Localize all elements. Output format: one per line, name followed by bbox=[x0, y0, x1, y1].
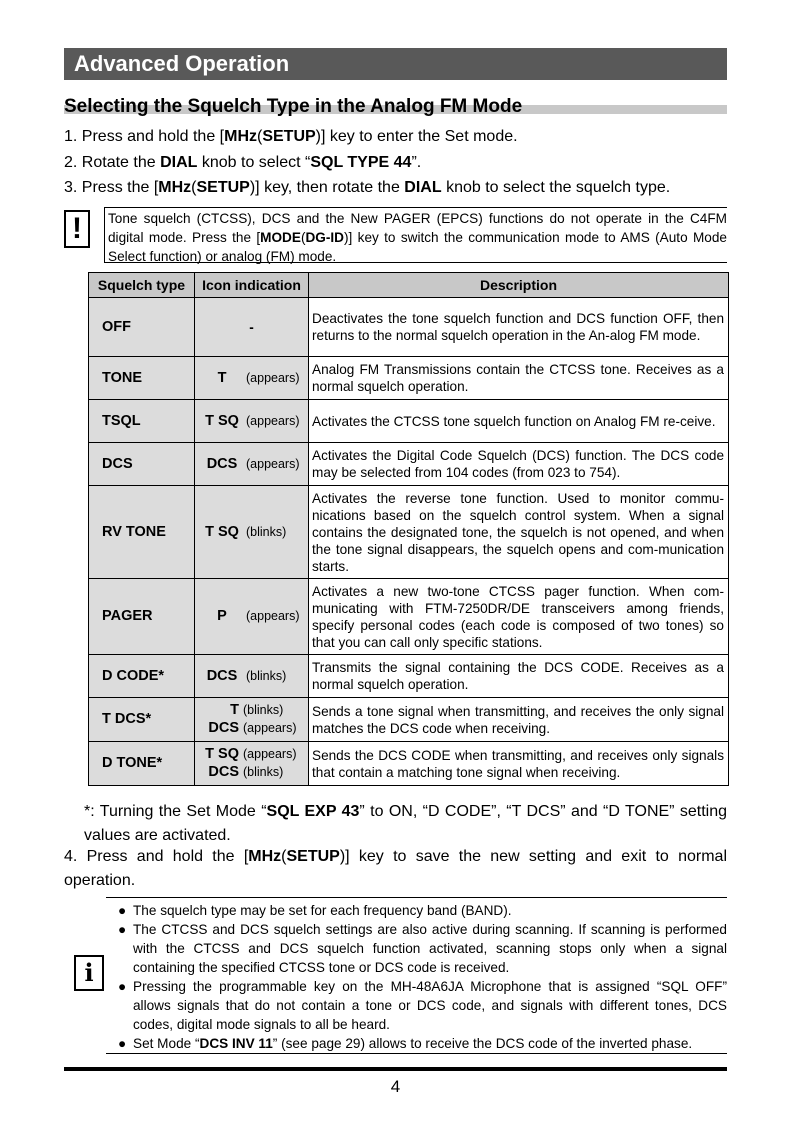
table-row bbox=[89, 655, 729, 698]
step-text: ( bbox=[257, 128, 263, 145]
info-note-icon: i bbox=[74, 955, 104, 991]
key-name: DIAL bbox=[404, 179, 442, 196]
icon-state: (blinks) bbox=[243, 765, 284, 779]
menu-name: SQL TYPE 44 bbox=[310, 153, 412, 171]
key-name: DG-ID bbox=[305, 230, 344, 245]
bullet-icon: ● bbox=[118, 979, 127, 994]
step-4 bbox=[64, 845, 727, 893]
squelch-type-cell: DCS bbox=[89, 443, 195, 486]
step-text: )] key to enter the Set mode. bbox=[315, 128, 518, 145]
squelch-type-cell: T DCS* bbox=[89, 698, 195, 742]
squelch-type-cell: D TONE* bbox=[89, 742, 195, 786]
icon-label: DCS bbox=[206, 667, 238, 684]
icon-indication-cell bbox=[195, 742, 309, 786]
key-name: SETUP bbox=[262, 128, 316, 145]
squelch-type-cell: TONE bbox=[89, 357, 195, 400]
step-text: )] key, then rotate the bbox=[249, 179, 405, 196]
caution-text-part: )] key to switch the communication mode to AMS (Auto Mode Select function) or analog (FM) mode. bbox=[108, 230, 727, 264]
step-text: ( bbox=[191, 179, 197, 196]
step-text: Rotate the bbox=[81, 153, 161, 171]
menu-name: SQL EXP 43 bbox=[266, 803, 360, 820]
icon-label: - bbox=[249, 319, 254, 335]
icon-indication-cell bbox=[195, 443, 309, 486]
table-row bbox=[89, 579, 729, 655]
icon-state: (blinks) bbox=[243, 703, 284, 717]
table-row bbox=[89, 698, 729, 742]
table-row bbox=[89, 486, 729, 579]
icon-label: P bbox=[217, 608, 227, 624]
description-cell: Activates the Digital Code Squelch (DCS) function. The DCS code may be selected from 104 codes (from 023 to 754). bbox=[309, 443, 729, 486]
notes-box bbox=[64, 897, 727, 1054]
page-number: 4 bbox=[390, 1077, 401, 1096]
description-cell: Activates a new two-tone CTCSS pager function. When com-municating with FTM-7250DR/DE transceivers among friends, specify personal codes (each code is composed of two tones) so that you can call only specific stations. bbox=[309, 579, 729, 655]
step-text: ( bbox=[281, 848, 287, 865]
caution-exclamation-icon: ! bbox=[64, 210, 90, 248]
icon-label: T bbox=[230, 702, 239, 718]
description-cell: Analog FM Transmissions contain the CTCSS tone. Receives as a normal squelch operation. bbox=[309, 357, 729, 400]
note-text: The CTCSS and DCS squelch settings are also active during scanning. If scanning is performed with the CTCSS and DCS squelch function activated, scanning stops only when a signal containing the specified CTCSS tone or DCS code is received. bbox=[133, 922, 727, 975]
icon-state: (appears) bbox=[246, 609, 300, 623]
step-text: knob to select “ bbox=[197, 153, 311, 171]
table-row bbox=[89, 357, 729, 400]
caution-box bbox=[64, 207, 727, 263]
squelch-type-cell: D CODE* bbox=[89, 655, 195, 698]
key-name: MHz bbox=[248, 848, 282, 865]
step-number: 3. bbox=[64, 179, 78, 196]
bullet-icon: ● bbox=[118, 1036, 127, 1051]
icon-indication-cell bbox=[195, 298, 309, 357]
step-number: 2. bbox=[64, 153, 78, 171]
caution-text-part: Tone squelch (CTCSS), DCS and the New PAGER (EPCS) functions do not operate in the C4FM digital mode. Press the [ bbox=[108, 211, 727, 245]
table-row bbox=[89, 742, 729, 786]
notes-list bbox=[118, 901, 727, 1053]
step-text: Press the [ bbox=[81, 179, 159, 196]
squelch-type-cell: OFF bbox=[89, 298, 195, 357]
section-title-banner bbox=[64, 48, 727, 80]
step-1 bbox=[64, 124, 727, 150]
icon-state: (appears) bbox=[243, 721, 297, 735]
step-text: Press and hold the [ bbox=[81, 128, 225, 145]
key-name: MHz bbox=[224, 128, 257, 145]
step-text: )] key to save the new setting and exit to normal operation. bbox=[64, 848, 728, 889]
list-item bbox=[118, 1034, 727, 1053]
icon-state: (blinks) bbox=[246, 668, 287, 683]
icon-indication-cell bbox=[195, 698, 309, 742]
footnote-text: ” to ON, “D CODE”, “T DCS” and “D TONE” setting values are activated. bbox=[84, 803, 728, 844]
step-text: ”. bbox=[411, 153, 422, 171]
description-cell: Deactivates the tone squelch function and DCS function OFF, then returns to the normal squelch operation in the An-alog FM mode. bbox=[309, 298, 729, 357]
notes-top-rule bbox=[106, 897, 727, 898]
squelch-type-table bbox=[88, 272, 729, 786]
list-item bbox=[118, 920, 727, 977]
icon-label: T SQ bbox=[205, 746, 239, 762]
footnote-text: *: Turning the Set Mode “ bbox=[84, 803, 267, 820]
step-text: Press and hold the [ bbox=[86, 848, 249, 865]
header-squelch-type: Squelch type bbox=[89, 273, 195, 298]
step-2 bbox=[64, 150, 727, 176]
icon-indication-cell bbox=[195, 579, 309, 655]
icon-label: DCS bbox=[208, 720, 239, 736]
icon-indication-cell bbox=[195, 357, 309, 400]
footer-rule bbox=[64, 1067, 727, 1071]
bullet-icon: ● bbox=[118, 903, 127, 918]
icon-label: T SQ bbox=[205, 523, 239, 540]
key-name: SETUP bbox=[286, 848, 340, 865]
icon-indication-cell bbox=[195, 486, 309, 579]
note-text: Pressing the programmable key on the MH-48A6JA Microphone that is assigned “SQL OFF” allows signals that do not contain a tone or DCS code, and signals with different tones, DCS codes, digital mode signals to all be heard. bbox=[133, 979, 727, 1032]
table-row bbox=[89, 298, 729, 357]
note-text: ” (see page 29) allows to receive the DCS code of the inverted phase. bbox=[272, 1036, 693, 1051]
icon-indication-cell bbox=[195, 655, 309, 698]
bullet-icon: ● bbox=[118, 922, 127, 937]
subsection-title: Selecting the Squelch Type in the Analog FM Mode bbox=[64, 96, 523, 117]
caution-text-part: ( bbox=[300, 230, 306, 245]
icon-label: DCS bbox=[208, 764, 239, 780]
table-header-row bbox=[89, 273, 729, 298]
key-name: MODE bbox=[260, 230, 301, 245]
description-cell: Activates the reverse tone function. Used to monitor commu-nications based on the squelch control system. When a signal contains the designated tone, the squelch is not opened, and when the tone signal disappears, the squelch opens and com-munication starts. bbox=[309, 486, 729, 579]
step-number: 1. bbox=[64, 128, 78, 145]
notes-bottom-rule bbox=[106, 1053, 727, 1054]
icon-state: (appears) bbox=[246, 413, 300, 428]
icon-state: (appears) bbox=[246, 456, 300, 471]
squelch-type-cell: TSQL bbox=[89, 400, 195, 443]
step-text: knob to select the squelch type. bbox=[441, 179, 671, 196]
description-cell: Sends a tone signal when transmitting, and receives the only signal matches the DCS code when receiving. bbox=[309, 698, 729, 742]
subsection-heading bbox=[64, 95, 727, 119]
squelch-type-cell: RV TONE bbox=[89, 486, 195, 579]
note-text: Set Mode “ bbox=[133, 1036, 200, 1051]
description-cell: Sends the DCS CODE when transmitting, and receives only signals that contain a matching tone signal when receiving. bbox=[309, 742, 729, 786]
description-cell: Transmits the signal containing the DCS CODE. Receives as a normal squelch operation. bbox=[309, 655, 729, 698]
key-name: DIAL bbox=[160, 153, 198, 171]
squelch-type-cell: PAGER bbox=[89, 579, 195, 655]
section-title: Advanced Operation bbox=[74, 51, 290, 76]
description-cell: Activates the CTCSS tone squelch function on Analog FM re-ceive. bbox=[309, 400, 729, 443]
header-description: Description bbox=[309, 273, 729, 298]
note-text: The squelch type may be set for each frequency band (BAND). bbox=[133, 903, 512, 918]
icon-label: T SQ bbox=[205, 412, 239, 429]
icon-state: (appears) bbox=[243, 747, 297, 761]
table-row bbox=[89, 443, 729, 486]
icon-indication-cell bbox=[195, 400, 309, 443]
icon-state: (appears) bbox=[246, 370, 300, 385]
step-3 bbox=[64, 175, 727, 201]
list-item bbox=[118, 977, 727, 1034]
icon-label: T bbox=[217, 369, 227, 386]
caution-text bbox=[104, 207, 727, 263]
icon-label: DCS bbox=[206, 455, 238, 472]
header-icon-indication: Icon indication bbox=[195, 273, 309, 298]
key-name: SETUP bbox=[196, 179, 250, 196]
table-row bbox=[89, 400, 729, 443]
icon-state: (blinks) bbox=[246, 524, 287, 539]
list-item bbox=[118, 901, 727, 920]
table-footnote bbox=[84, 800, 727, 848]
step-number: 4. bbox=[64, 848, 78, 865]
key-name: MHz bbox=[158, 179, 192, 196]
menu-name: DCS INV 11 bbox=[199, 1036, 273, 1051]
procedure-steps bbox=[64, 124, 727, 201]
